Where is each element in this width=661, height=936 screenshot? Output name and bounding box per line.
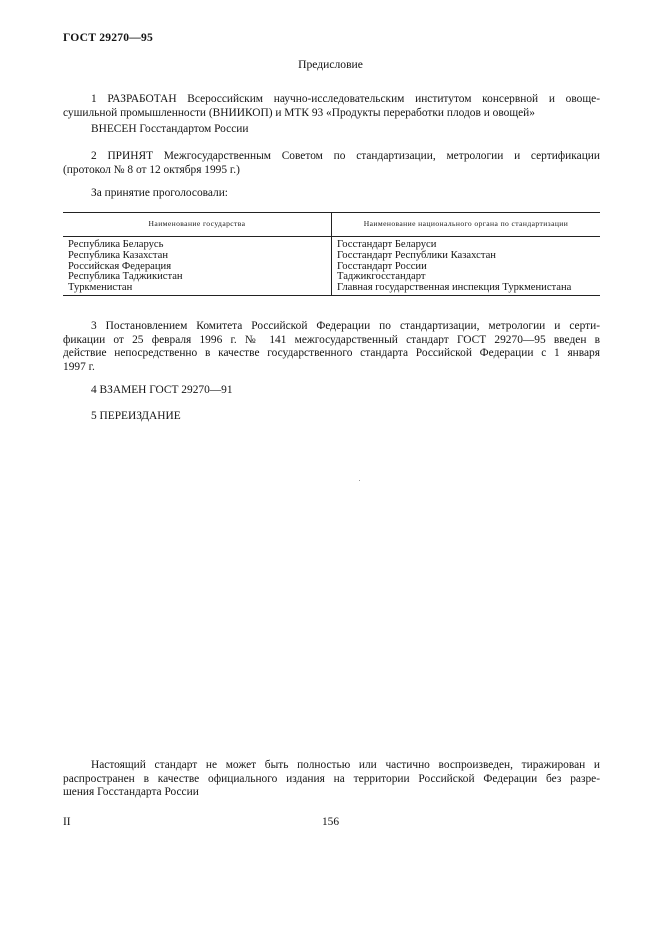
- copyright-notice: [63, 759, 600, 800]
- paragraph-line: шения Госстандарта России: [63, 786, 199, 799]
- standards-body-name: Главная государственная инспекция Туркменистана: [337, 282, 572, 294]
- table-cell-states: [63, 237, 332, 296]
- paragraph-line: фикации от 25 февраля 1996 г. № 141 межгосударственный стандарт ГОСТ 29270—95 введен в: [63, 333, 600, 346]
- paragraph-resolution: [63, 320, 600, 374]
- page-number: 156: [321, 816, 340, 828]
- paragraph-reissue: 5 ПЕРЕИЗДАНИЕ: [91, 410, 181, 422]
- scan-speck: [359, 480, 360, 481]
- state-name: Туркменистан: [68, 282, 133, 294]
- paragraph-introduced: ВНЕСЕН Госстандартом России: [91, 123, 249, 135]
- standards-body-name: Госстандарт России: [337, 260, 427, 272]
- paragraph-line: действие непосредственно в качестве государственного стандарта Российской Федерации с 1 января: [63, 347, 600, 360]
- table-header-body: Наименование национального органа по стандартизации: [332, 213, 601, 237]
- document-code-header: ГОСТ 29270—95: [63, 31, 154, 44]
- standards-body-name: Госстандарт Республики Казахстан: [337, 249, 496, 261]
- paragraph-voted: За принятие проголосовали:: [91, 187, 228, 199]
- paragraph-replaces: 4 ВЗАМЕН ГОСТ 29270—91: [91, 384, 233, 396]
- table-header-row: [63, 213, 600, 237]
- roman-page-number: II: [63, 816, 71, 828]
- paragraph-line: 1997 г.: [63, 360, 95, 373]
- table-row: [63, 237, 600, 296]
- state-name: Республика Таджикистан: [68, 271, 183, 283]
- standards-body-name: Госстандарт Беларуси: [337, 239, 437, 250]
- paragraph-line: 3 Постановлением Комитета Российской Федерации по стандартизации, метрологии и серти-: [91, 320, 600, 332]
- paragraph-line: распространен в качестве официального издания на территории Российской Федерации без разре-: [63, 772, 600, 785]
- table-cell-bodies: [332, 237, 601, 296]
- voting-table: [63, 212, 600, 296]
- state-name: Республика Казахстан: [68, 249, 169, 261]
- paragraph-developed: [63, 93, 600, 120]
- standards-body-name: Таджикгосстандарт: [337, 271, 426, 283]
- paragraph-line: (протокол № 8 от 12 октября 1995 г.): [63, 163, 240, 176]
- paragraph-line: 1 РАЗРАБОТАН Всероссийским научно-исследовательским институтом консервной и овоще-: [91, 93, 600, 105]
- foreword-title: Предисловие: [298, 58, 363, 71]
- paragraph-adopted: [63, 150, 600, 177]
- state-name: Российская Федерация: [68, 260, 172, 272]
- paragraph-line: 2 ПРИНЯТ Межгосударственным Советом по стандартизации, метрологии и сертификации: [91, 150, 600, 162]
- state-name: Республика Беларусь: [68, 239, 164, 250]
- table-header-state: Наименование государства: [63, 213, 332, 237]
- paragraph-line: сушильной промышленности (ВНИИКОП) и МТК 93 «Продукты переработки плодов и овощей»: [63, 106, 535, 119]
- paragraph-line: Настоящий стандарт не может быть полностью или частично воспроизведен, тиражирован и: [91, 759, 600, 771]
